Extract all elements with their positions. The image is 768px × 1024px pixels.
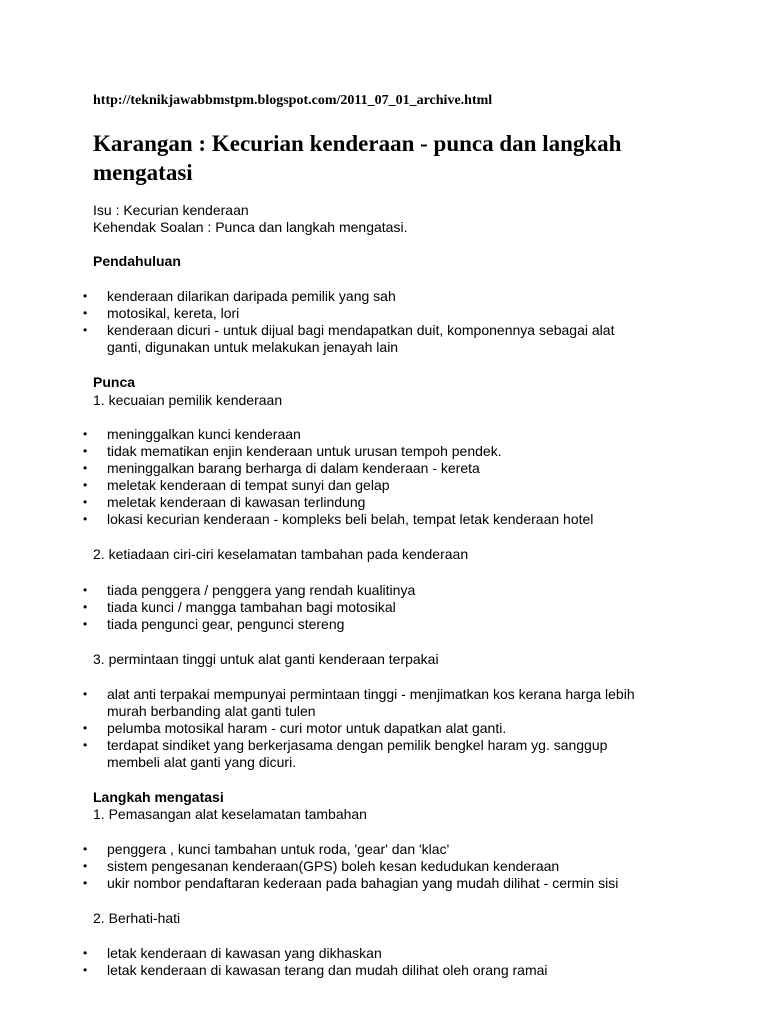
subheading-punca-2: 2. ketiadaan ciri-ciri keselamatan tambahan pada kenderaan (93, 546, 469, 562)
list-item: • meletak kenderaan di tempat sunyi dan gelap (0, 477, 700, 494)
list-item: • tiada pengunci gear, pengunci stereng (0, 616, 700, 633)
list-item: • kenderaan dicuri - untuk dijual bagi mendapatkan duit, komponennya sebagai alat ganti, digunakan untuk melakukan jenayah lain (0, 322, 700, 356)
list-item: • letak kenderaan di kawasan yang dikhaskan (0, 945, 700, 962)
source-url: http://teknikjawabbmstpm.blogspot.com/2011_07_01_archive.html (93, 93, 493, 108)
list-item: • motosikal, kereta, lori (0, 305, 700, 322)
list-item: • sistem pengesanan kenderaan(GPS) boleh kesan kedudukan kenderaan (0, 858, 700, 875)
list-item: • ukir nombor pendaftaran kederaan pada bahagian yang mudah dilihat - cermin sisi (0, 875, 700, 892)
list-item: • terdapat sindiket yang berkerjasama dengan pemilik bengkel haram yg. sanggup membeli alat ganti yang dicuri. (0, 737, 700, 771)
list-punca-2 (0, 582, 700, 633)
heading-langkah-mengatasi: Langkah mengatasi (93, 789, 224, 805)
list-item: • lokasi kecurian kenderaan - kompleks beli belah, tempat letak kenderaan hotel (0, 511, 700, 528)
list-langkah-2 (0, 945, 700, 979)
list-pendahuluan (0, 288, 700, 356)
list-item: • tiada penggera / penggera yang rendah kualitinya (0, 582, 700, 599)
list-item: • tidak mematikan enjin kenderaan untuk urusan tempoh pendek. (0, 443, 700, 460)
subheading-punca-3: 3. permintaan tinggi untuk alat ganti kenderaan terpakai (93, 651, 439, 667)
list-item: • letak kenderaan di kawasan terang dan mudah dilihat oleh orang ramai (0, 962, 700, 979)
page-title: Karangan : Kecurian kenderaan - punca dan langkah mengatasi (93, 131, 622, 185)
issue-line: Isu : Kecurian kenderaan (93, 202, 249, 218)
list-item: • penggera , kunci tambahan untuk roda, 'gear' dan 'klac' (0, 841, 700, 858)
heading-punca: Punca (93, 374, 136, 390)
list-item: • meninggalkan kunci kenderaan (0, 426, 700, 443)
heading-pendahuluan: Pendahuluan (93, 253, 181, 269)
list-punca-3 (0, 686, 700, 771)
list-langkah-1 (0, 841, 700, 892)
list-item: • meninggalkan barang berharga di dalam kenderaan - kereta (0, 460, 700, 477)
list-item: • pelumba motosikal haram - curi motor untuk dapatkan alat ganti. (0, 720, 700, 737)
list-punca-1 (0, 426, 700, 528)
list-item: • alat anti terpakai mempunyai permintaan tinggi - menjimatkan kos kerana harga lebih murah berbanding alat ganti tulen (0, 686, 700, 720)
question-requirement-line: Kehendak Soalan : Punca dan langkah mengatasi. (93, 219, 408, 235)
subheading-punca-1: 1. kecuaian pemilik kenderaan (93, 392, 283, 408)
subheading-langkah-1: 1. Pemasangan alat keselamatan tambahan (93, 806, 367, 822)
list-item: • meletak kenderaan di kawasan terlindung (0, 494, 700, 511)
list-item: • tiada kunci / mangga tambahan bagi motosikal (0, 599, 700, 616)
subheading-langkah-2: 2. Berhati-hati (93, 910, 181, 926)
list-item: • kenderaan dilarikan daripada pemilik yang sah (0, 288, 700, 305)
